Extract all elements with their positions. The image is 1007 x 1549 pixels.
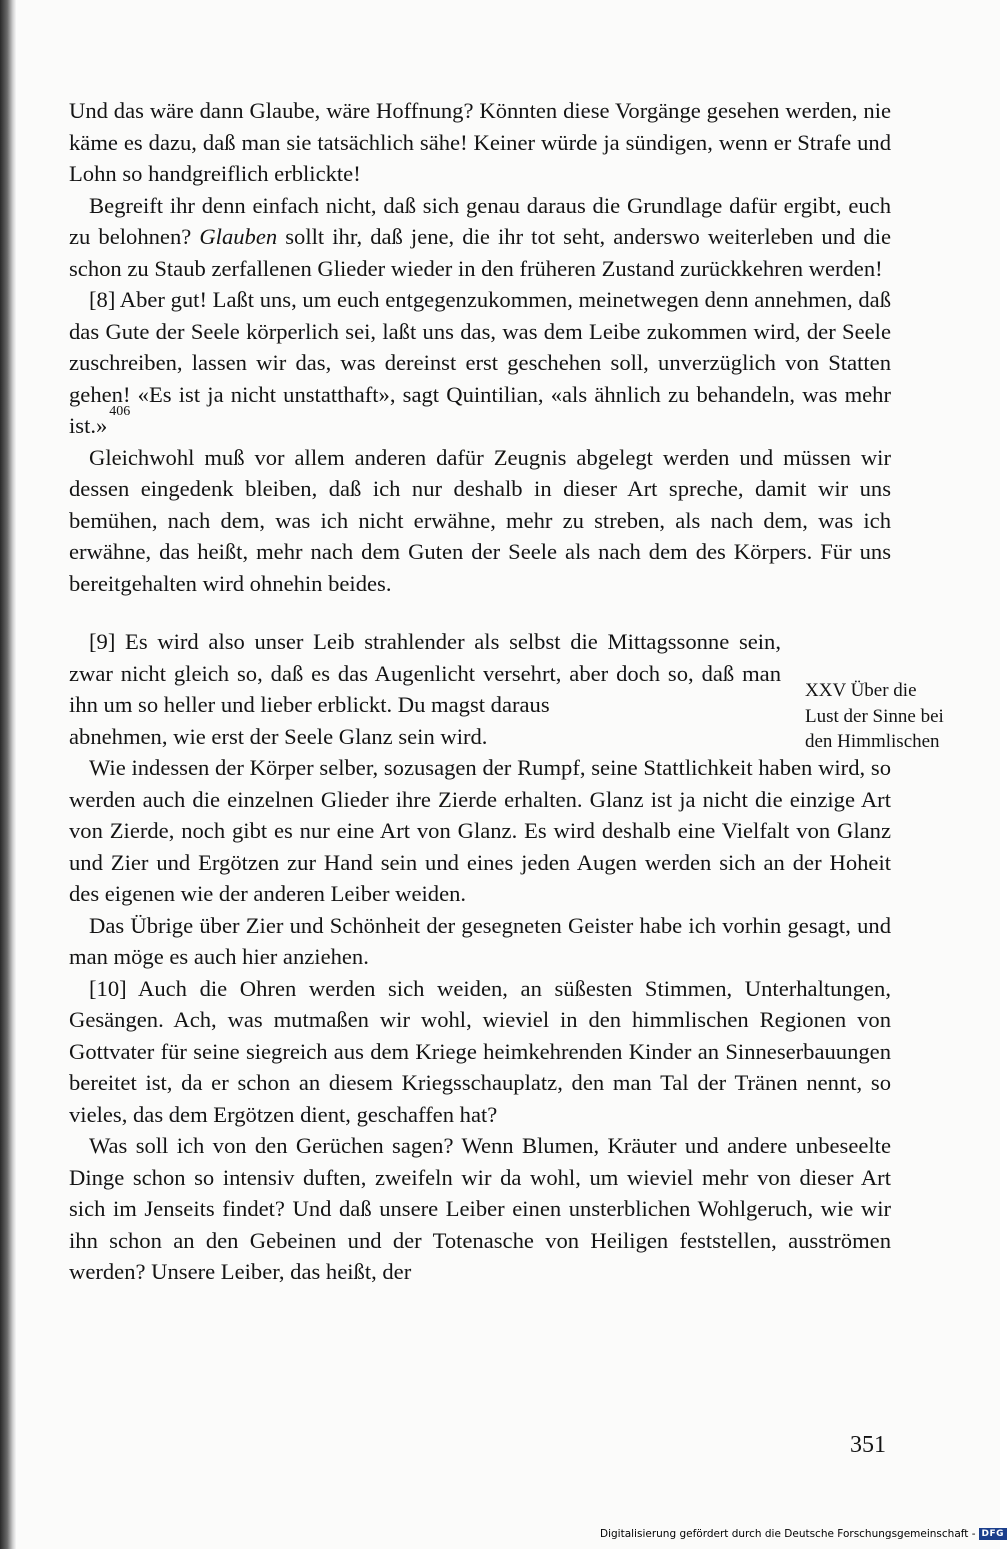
paragraph-section-8: [8] Aber gut! Laßt uns, um euch entgegenzukommen, meinetwegen denn annehmen, daß das Gute der Seele körperlich sei, laßt uns das, was dem Leibe zukommen wird, der Seele zuschreiben, lassen wir das, was dereinst erst geschehen soll, unverzüglich von Statten gehen! «Es ist ja nicht unstatthaft», sagt Quintilian, «als ähnlich zu behandeln, was mehr ist.»$^{406}$ [69,287,891,438]
margin-note-line: XXV Über die [805,680,917,701]
footer-text: Digitalisierung gefördert durch die Deutsche Forschungsgemeinschaft - [600,1528,976,1540]
paragraph: Wie indessen der Körper selber, sozusagen der Rumpf, seine Stattlichkeit haben wird, so werden auch die einzelnen Glieder ihre Zierde erhalten. Glanz ist ja nicht die einzige Art von Zierde, noch gibt es nur eine Art von Glanz. Es wird deshalb eine Vielfalt von Glanz und Zier und Ergötzen zur Hand sein und eines jeden Augen werden sich an der Hoheit des eigenen wie der anderen Leiber weiden. [69,755,891,906]
margin-note [805,678,975,755]
paragraph: Was soll ich von den Gerüchen sagen? Wenn Blumen, Kräuter und andere unbeseelte Dinge schon so intensiv duften, zweifeln wir da wohl, um wieviel mehr von dieser Art sich im Jenseits findet? Und daß unsere Leiber einen unsterblichen Wohlgeruch, wie wir ihn schon an den Gebeinen und der Totenasche von Heiligen feststellen, ausströmen werden? Unsere Leiber, das heißt, der [69,1133,891,1284]
dfg-logo: DFG [979,1528,1007,1540]
paragraph: Begreift ihr denn einfach nicht, daß sich genau daraus die Grundlage dafür ergibt, euch zu belohnen? Glauben sollt ihr, daß jene, die ihr tot seht, anderswo weiterleben und die schon zu Staub zerfallenen Glieder wieder in den früheren Zustand zurückkehren werden! [69,192,891,281]
paragraph: Und das wäre dann Glaube, wäre Hoffnung? Könnten diese Vorgänge gesehen werden, nie käme es dazu, daß man sie tatsächlich sähe! Keiner würde ja sündigen, wenn er Strafe und Lohn so handgreiflich erblickte! [69,98,891,186]
paragraph-section-10: [10] Auch die Ohren werden sich weiden, an süßesten Stimmen, Unterhaltungen, Gesängen. Ach, was mutmaßen wir wohl, wieviel in den himmlischen Regionen von Gottvater für seine siegreich aus dem Kriege heimkehrenden Kinder an Sinneserbauungen bereitet ist, da er schon an diesem Kriegsschauplatz, den man Tal der Tränen nennt, so vieles, das dem Ergötzen dient, geschaffen hat? [69,975,891,1127]
paragraph: Das Übrige über Zier und Schönheit der gesegneten Geister habe ich vorhin gesagt, und man möge es auch hier anziehen. [69,912,891,969]
book-spine-shadow [0,0,16,1549]
margin-note-line: Lust der Sinne bei [805,705,944,727]
margin-note-line: den Himmlischen [805,731,940,752]
emphasis: Glauben [199,224,278,249]
main-text [69,95,891,1288]
page-number: 351 [850,1432,886,1458]
paragraph-continuation: abnehmen, wie erst der Seele Glanz sein wird. [69,723,488,749]
paragraph: Gleichwohl muß vor allem anderen dafür Zeugnis abgelegt werden und müssen wir dessen eingedenk bleiben, daß ich nur deshalb in dieser Art spreche, damit wir uns bemühen, nach dem, was ich nicht erwähne, mehr zu streben, als nach dem, was ich erwähne, das heißt, mehr nach dem Guten der Seele als nach dem des Körpers. Für uns bereitgehalten wird ohnehin beides. [69,444,891,596]
section-gap [69,599,891,626]
digitization-footer [600,1528,1007,1540]
paragraph-section-9: [9] Es wird also unser Leib strahlender als selbst die Mittagssonne sein, zwar nicht gleich so, daß es das Augenlicht versehrt, aber doch so, daß man ihn um so heller und lieber erblickt. Du magst daraus [69,629,781,717]
footnote-marker: 406 [109,404,131,420]
